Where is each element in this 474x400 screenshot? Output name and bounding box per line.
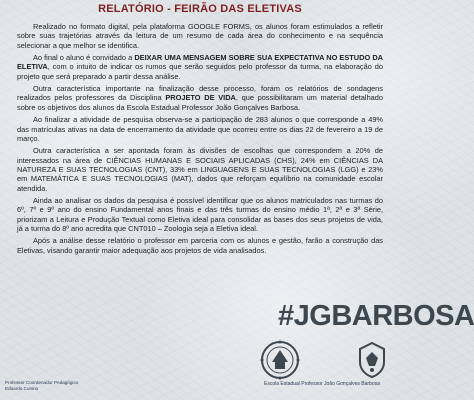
paragraph-3-text-b: , que possibilitaram um material detalhado sobre os objetivos dos alunos da Escola Estadual Professor João Gonçalves Barbosa. [17,93,384,112]
paragraph-6: Ainda ao analisar os dados da pesquisa é possível identificar que os alunos matriculados nas turmas do 6º, 7º e 9º ano do ensino Fundamental anos finais e das três turmas do ensino médio 1ª, 2ª e 3ª Série, priorizam a Leitura e Produção Textual como Eletiva ideal para consolidar as bases dos seus projetos de vida, já a turma do 8º ano acredita que CNT010 – Zoologia seja a Eletiva ideal. [17,195,383,233]
state-emblem-icon [352,340,392,380]
school-emblem-icon [260,340,300,380]
paragraph-2-text-a: Ao final o aluno é convidado a [33,53,135,63]
paragraph-2 [17,53,383,81]
hashtag-text: #JGBARBOSA [278,300,474,332]
signature-name: Eduardo Cunino [5,386,39,391]
signature [5,380,78,392]
page-title: RELATÓRIO - FEIRÃO DAS ELETIVAS [98,3,302,15]
paragraph-2-text-b: , com o intuito de indicar os rumos que serão seguidos pelo professor da turma, na elaboração do projeto que será preparado a partir dessa análise. [17,62,383,81]
paragraph-3-text-a: Outra característica importante na finalização desse processo, foram os relatórios de sondagens realizados pelos professores da Disciplina [17,84,383,103]
signature-role: Professor Coordenador Pedagógico [5,380,79,385]
paragraph-2-emphasis: DEIXAR UMA MENSAGEM SOBRE SUA EXPECTATIVA NO ESTUDO DA ELETIVA [17,53,383,72]
paragraph-3 [17,84,383,112]
report-body [17,22,383,258]
paragraph-5: Outra característica a ser apontada foram às divisões de escolhas que correspondem a 20% de interessados na área de CIÊNCIAS HUMANAS E SOCIAIS APLICADAS (CHS), 24% em CIÊNCIAS DA NATUREZA E SUAS TECNOLOGIAS (CNT), 33% em LINGUAGENS E SUAS TECNOLOGIAS (LGG) e 23% em MATEMÁTICA E SUAS TECNOLOGIAS (MAT), dados que reforçam equilíbrio na comunidade escolar atendida. [17,146,383,193]
paragraph-3-emphasis: PROJETO DE VIDA [165,93,236,103]
paragraph-1: Realizado no formato digital, pela plataforma GOOGLE FORMS, os alunos foram estimulados a refletir sobre suas trajetórias através da leitura de um resumo de cada área do conhecimento e na sequência selecionar a que melhor se identifica. [17,22,383,50]
school-name: Escola Estadual Professor João Gonçalves Barbosa [264,381,380,387]
paragraph-7: Após a análise desse relatório o professor em parceria com os alunos e gestão, farão a construção das Eletivas, visando garantir maior adequação aos projetos de vida analisados. [17,236,383,255]
paragraph-4: Ao finalizar a atividade de pesquisa observa-se a participação de 283 alunos o que corresponde a 49% das matrículas ativas na data de encerramento da atividade que ocorreu entre os dias 22 de fevereiro a 19 de março. [17,115,383,143]
